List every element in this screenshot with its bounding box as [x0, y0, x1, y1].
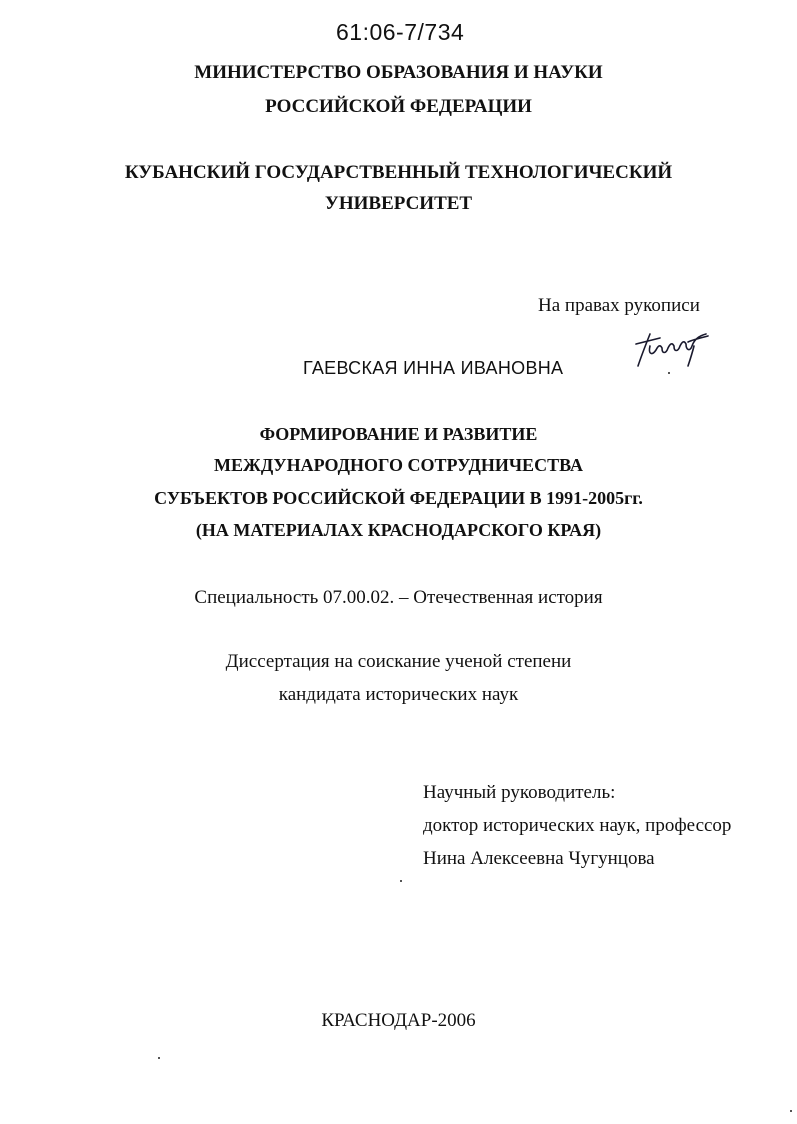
university-line-1: КУБАНСКИЙ ГОСУДАРСТВЕННЫЙ ТЕХНОЛОГИЧЕСКИЙ — [124, 162, 673, 183]
scan-speck — [400, 880, 402, 882]
scan-speck — [790, 1110, 792, 1112]
title-line-4: (НА МАТЕРИАЛАХ КРАСНОДАРСКОГО КРАЯ) — [195, 520, 602, 540]
catalog-code: 61:06-7/734 — [336, 19, 465, 45]
title-line-1: ФОРМИРОВАНИЕ И РАЗВИТИЕ — [259, 424, 538, 444]
author-name: ГАЕВСКАЯ ИННА ИВАНОВНА — [303, 358, 564, 378]
title-line-2: МЕЖДУНАРОДНОГО СОТРУДНИЧЕСТВА — [214, 455, 583, 475]
ministry-line-1: МИНИСТЕРСТВО ОБРАЗОВАНИЯ И НАУКИ — [194, 62, 603, 83]
manuscript-rights: На правах рукописи — [538, 295, 700, 316]
city-year: КРАСНОДАР-2006 — [321, 1010, 476, 1031]
supervisor-credentials: доктор исторических наук, профессор — [423, 815, 732, 836]
university-line-2: УНИВЕРСИТЕТ — [324, 193, 473, 214]
title-line-3: СУБЪЕКТОВ РОССИЙСКОЙ ФЕДЕРАЦИИ В 1991-2005гг. — [154, 488, 643, 508]
supervisor-heading: Научный руководитель: — [423, 782, 616, 803]
ministry-line-2: РОССИЙСКОЙ ФЕДЕРАЦИИ — [265, 96, 532, 117]
degree-line-1: Диссертация на соискание ученой степени — [225, 651, 572, 672]
signature-icon — [632, 326, 712, 372]
scan-speck — [668, 372, 670, 374]
specialty: Специальность 07.00.02. – Отечественная история — [194, 587, 603, 608]
scan-speck — [158, 1057, 160, 1059]
degree-line-2: кандидата исторических наук — [278, 684, 519, 705]
supervisor-name: Нина Алексеевна Чугунцова — [423, 848, 655, 869]
